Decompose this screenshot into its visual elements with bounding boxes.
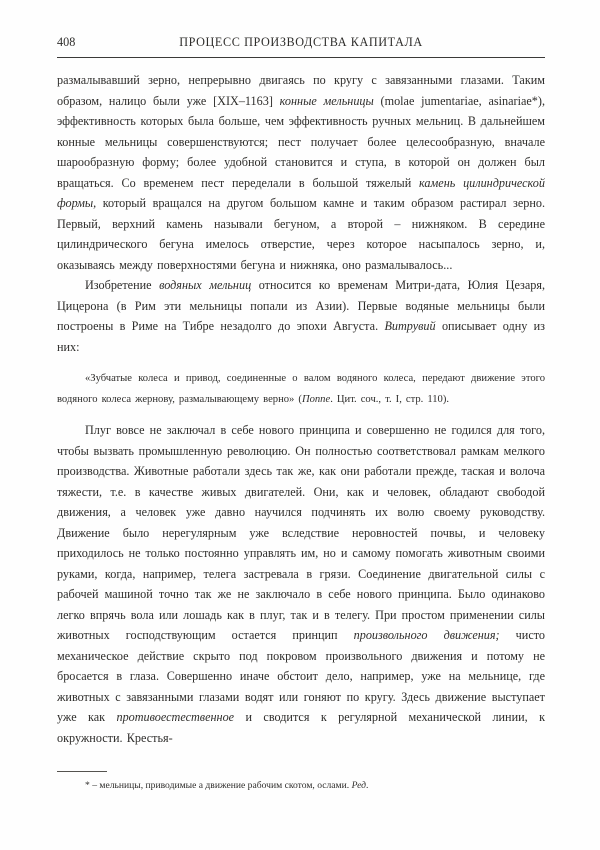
page-number: 408 bbox=[57, 35, 76, 49]
paragraph-plough: Плуг вовсе не заключал в себе нового принципа и совершенно не годился для того, чтобы вызвать промышленную революцию. Он полностью соответствовал рамкам мелкого производства. Животные работали здесь так же, как они работали прежде, таская и волоча тяжести, т.е. в качестве живых двигателей. Они, как и человек, обладают свободой движения, а человек уже давно научился подчинять их волю своему руководству. Движение было нерегулярным уже вследствие неровностей почвы, и человеку приходилось не только постоянно управлять им, но и самому помогать животным своими руками, когда, например, телега застревала в грязи. Соединение двигательной силы с рабочей машиной точно так же не заключало в себе нового принципа. Было одинаково легко впрячь вола или лошадь как в плуг, так и в телегу. При простом применении силы животных господствующим остается принцип произвольного движения; чисто механическое действие скрыто под покровом произвольного движения и потому не бросается в глаза. Совершенно иначе обстоит дело, например, уже на мельнице, где животных с завязанными глазами водят или гоняют по кругу. Здесь движение выступает уже как противоестественное и сводится к регулярной механической линии, к окружности. Крестья- bbox=[57, 423, 545, 745]
footnote-separator-line bbox=[57, 771, 107, 772]
paragraph-water-mills: Изобретение водяных мельниц относится ко временам Митри-дата, Юлия Цезаря, Цицерона (в Рим эти мельницы попали из Азии). Первые водяные мельницы были построены в Риме на Тибре незадолго до эпохи Августа. Витрувий описывает одну из них: bbox=[57, 278, 545, 354]
running-title: ПРОЦЕСС ПРОИЗВОДСТВА КАПИТАЛА bbox=[179, 35, 423, 49]
paragraph-continuation: размалывавший зерно, непрерывно двигаясь по кругу с завязанными глазами. Таким образом, налицо были уже [XIX–1163] конные мельницы (molae jumentariae, asinariae*), эффективность которых была больше, чем эффективность ручных мельниц. В дальнейшем конные мельницы совершенствуются; пест получает более целесообразную, вначале шарообразную форму; более удобной становится и ступа, в которой он должен был вращаться. Со временем пест переделали в большой тяжелый камень цилиндрической формы, который вращался на другом большом камне и таким образом растирал зерно. Первый, верхний камень называли бегуном, а второй – нижняком. В середине цилиндрического бегуна имелось отверстие, через которое насыпалось зерно, и, оказываясь между поверхностями бегуна и нижняка, оно размалывалось... bbox=[57, 73, 545, 272]
footnote-area bbox=[57, 771, 545, 792]
block-quote: «Зубчатые колеса и привод, соединенные о валом водяного колеса, передают движение этого водяного колеса жернову, размалывающему верно» (Поппе. Цит. соч., т. I, стр. 110). bbox=[57, 373, 545, 405]
page-header bbox=[57, 34, 545, 58]
footnote: * – мельницы, приводимые а движение рабочим скотом, ослами. Ред. bbox=[85, 780, 369, 791]
